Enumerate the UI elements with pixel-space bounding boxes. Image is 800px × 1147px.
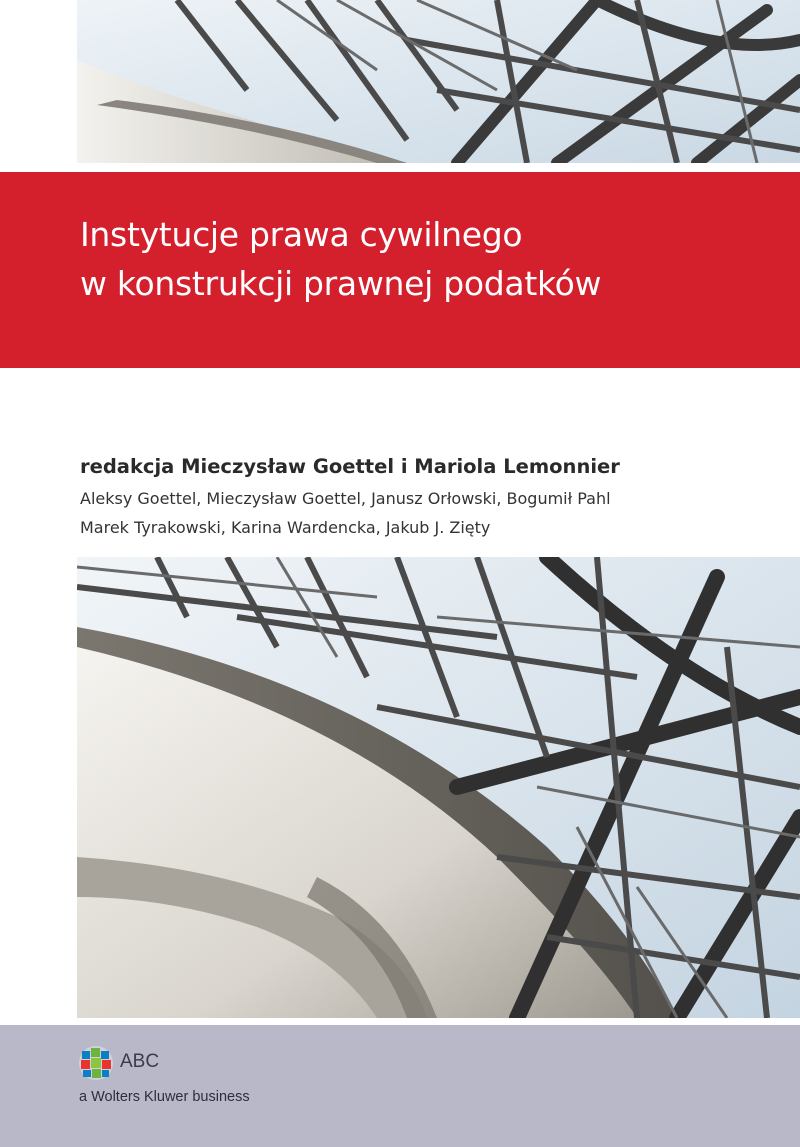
authors-line-1: Aleksy Goettel, Mieczysław Goettel, Janusz Orłowski, Bogumił Pahl [80, 489, 611, 508]
editors-line: redakcja Mieczysław Goettel i Mariola Lemonnier [80, 455, 620, 478]
publisher-footer [0, 1025, 800, 1147]
credits-block [80, 450, 620, 542]
publisher-tagline: a Wolters Kluwer business [79, 1089, 250, 1105]
publisher-brand: ABC [120, 1051, 160, 1072]
cover-photo-bottom [77, 557, 800, 1018]
book-title [80, 210, 601, 308]
glass-roof-photo [77, 557, 800, 1018]
book-title-line-2: w konstrukcji prawnej podatków [80, 264, 602, 303]
wolters-kluwer-globe-icon [78, 1045, 114, 1081]
book-title-line-1: Instytucje prawa cywilnego [80, 215, 523, 254]
cover-photo-top [77, 0, 800, 163]
authors-line-2: Marek Tyrakowski, Karina Wardencka, Jakub J. Zięty [80, 518, 491, 537]
glass-dome-photo [77, 0, 800, 163]
title-band [0, 172, 800, 368]
